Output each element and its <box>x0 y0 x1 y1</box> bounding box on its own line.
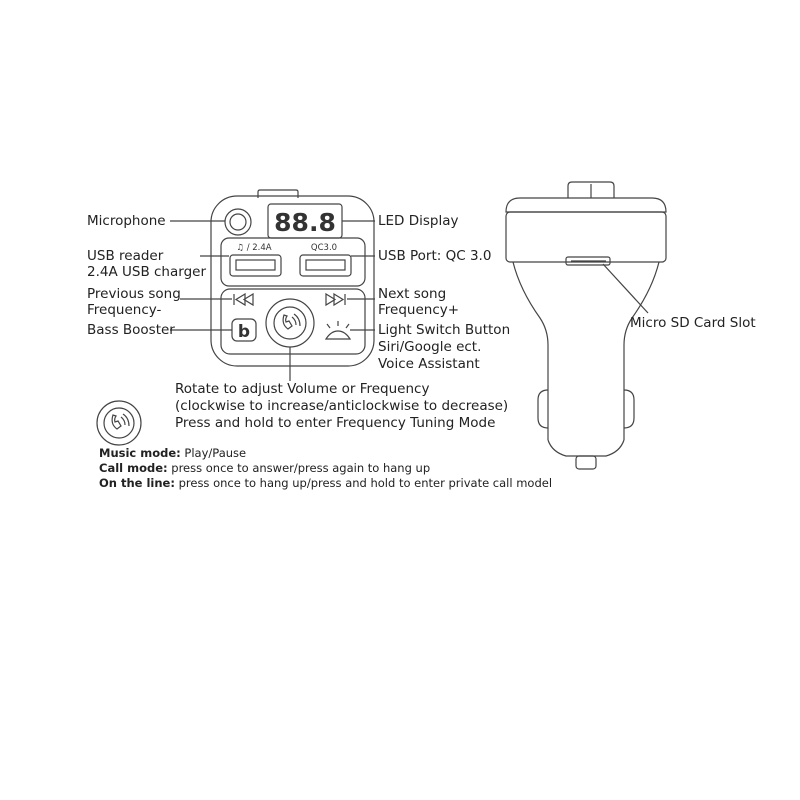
label-light-switch-line1: Light Switch Button <box>378 322 511 338</box>
label-previous-song-line2: Frequency- <box>87 302 162 318</box>
bass-booster-glyph: b <box>237 322 251 342</box>
next-icon <box>326 294 345 305</box>
mode-music-value: Play/Pause <box>180 446 247 460</box>
usb-left-label: ♫ / 2.4A <box>236 243 272 253</box>
label-micro-sd: Micro SD Card Slot <box>630 315 756 331</box>
usb-port-right <box>300 255 351 276</box>
mode-on-line <box>99 476 552 491</box>
label-rotate-line1: Rotate to adjust Volume or Frequency <box>175 381 430 397</box>
light-switch-icon <box>326 321 350 339</box>
label-rotate-line2: (clockwise to increase/anticlockwise to decrease) <box>175 398 509 414</box>
microphone-icon <box>225 209 251 235</box>
mode-music-key: Music mode: <box>99 446 181 460</box>
mode-music <box>99 446 246 461</box>
mode-call-value: press once to answer/press again to hang up <box>167 461 431 475</box>
mode-line-value: press once to hang up/press and hold to enter private call model <box>174 476 553 490</box>
usb-port-left-inner <box>236 260 275 270</box>
label-previous-song-line1: Previous song <box>87 286 181 302</box>
label-next-song-line2: Frequency+ <box>378 302 460 318</box>
knob-phone-icon <box>283 315 292 329</box>
front-top-tab <box>258 190 298 198</box>
label-usb-reader-line1: USB reader <box>87 248 164 264</box>
mode-call-key: Call mode: <box>99 461 168 475</box>
label-usb-reader-line2: 2.4A USB charger <box>87 264 206 280</box>
label-led-display: LED Display <box>378 213 459 229</box>
label-light-switch-line2: Siri/Google ect. <box>378 339 482 355</box>
label-usb-port: USB Port: QC 3.0 <box>378 248 492 264</box>
label-rotate-line3: Press and hold to enter Frequency Tuning Mode <box>175 415 496 431</box>
usb-right-label: QC3.0 <box>310 243 338 253</box>
usb-port-right-inner <box>306 260 345 270</box>
label-bass-booster: Bass Booster <box>87 322 175 338</box>
previous-icon <box>234 294 253 305</box>
label-next-song-line1: Next song <box>378 286 447 302</box>
legend-knob-icon <box>97 401 141 445</box>
led-display-digits: 88.8 <box>274 208 336 237</box>
leader-sd-slot <box>603 264 648 313</box>
mode-line-key: On the line: <box>99 476 175 490</box>
knob-wave-icon <box>292 314 300 326</box>
label-microphone: Microphone <box>87 213 166 229</box>
microphone-inner <box>230 214 246 230</box>
usb-port-left <box>230 255 281 276</box>
mode-call <box>99 461 430 476</box>
label-light-switch-line3: Voice Assistant <box>378 356 480 372</box>
